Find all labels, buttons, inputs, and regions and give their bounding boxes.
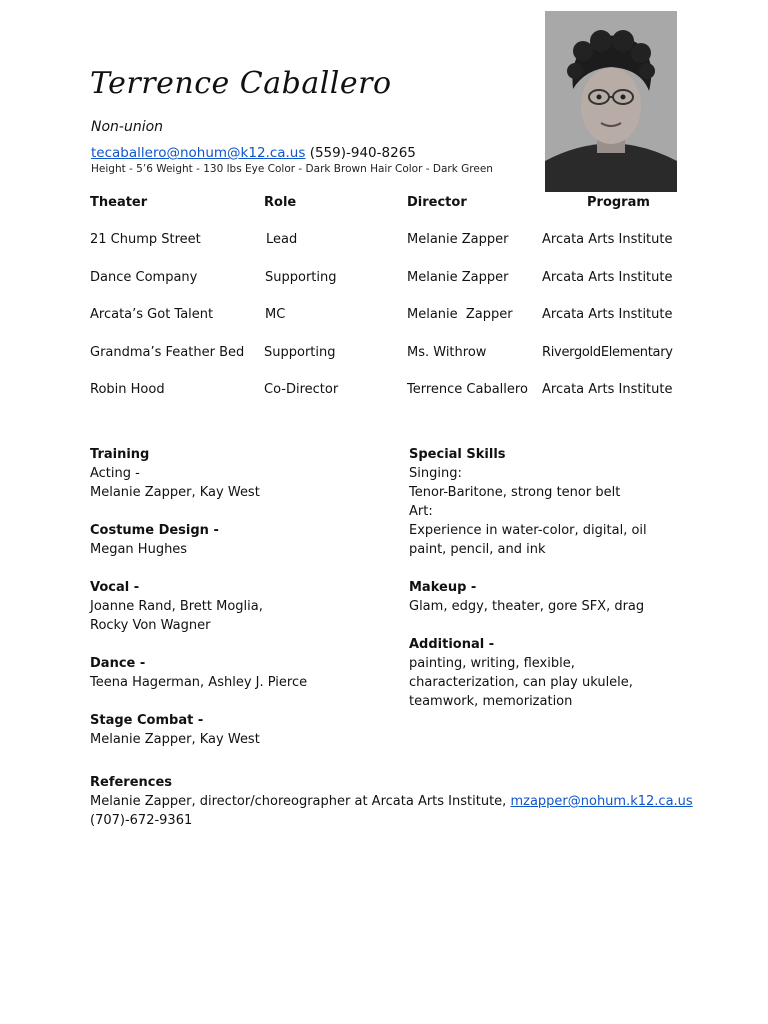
combat-label: Stage Combat - [90, 713, 204, 728]
references-section [90, 773, 693, 830]
acting-teachers: Melanie Zapper, Kay West [90, 485, 260, 500]
vocal-teachers-1: Joanne Rand, Brett Moglia, [90, 599, 263, 614]
cell-role: Co-Director [264, 382, 339, 397]
phone-number: (559)-940-8265 [309, 145, 416, 161]
dance-label: Dance - [90, 656, 146, 671]
combat-teachers: Melanie Zapper, Kay West [90, 732, 260, 747]
additional-label: Additional - [409, 637, 495, 652]
cell-theater: Arcata’s Got Talent [90, 307, 214, 322]
column-header-theater: Theater [90, 195, 148, 210]
cell-role: Lead [266, 232, 298, 247]
training-title: Training [90, 447, 150, 462]
cell-program: Arcata Arts Institute [542, 232, 673, 247]
skills-title: Special Skills [409, 447, 506, 462]
column-header-role: Role [264, 195, 297, 210]
cell-director: Melanie Zapper [407, 270, 509, 285]
actor-name: Terrence Caballero [90, 66, 392, 101]
cell-program: Arcata Arts Institute [542, 307, 673, 322]
union-status: Non-union [91, 119, 164, 135]
reference-line [90, 792, 693, 811]
singing-detail: Tenor-Baritone, strong tenor belt [409, 485, 621, 500]
headshot-photo [545, 11, 677, 192]
cell-theater: Robin Hood [90, 382, 165, 397]
cell-theater: Grandma’s Feather Bed [90, 345, 245, 360]
singing-label: Singing: [409, 466, 462, 481]
vocal-label: Vocal - [90, 580, 140, 595]
cell-program: Arcata Arts Institute [542, 382, 673, 397]
email-link[interactable]: tecaballero@nohum@k12.ca.us [91, 145, 306, 161]
additional-detail-3: teamwork, memorization [409, 694, 573, 709]
column-header-director: Director [407, 195, 467, 210]
acting-label: Acting - [90, 466, 140, 481]
reference-text: Melanie Zapper, director/choreographer at Arcata Arts Institute, [90, 794, 507, 809]
reference-email-link[interactable]: mzapper@nohum.k12.ca.us [510, 794, 693, 809]
cell-director: Terrence Caballero [407, 382, 528, 397]
costume-label: Costume Design - [90, 523, 219, 538]
cell-role: Supporting [265, 270, 337, 285]
additional-detail-1: painting, writing, flexible, [409, 656, 575, 671]
vocal-teachers-2: Rocky Von Wagner [90, 618, 211, 633]
cell-director: Ms. Withrow [407, 345, 487, 360]
cell-program: RivergoldElementary [542, 345, 673, 360]
cell-theater: Dance Company [90, 270, 198, 285]
makeup-label: Makeup - [409, 580, 477, 595]
physical-stats: Height - 5’6 Weight - 130 lbs Eye Color - Dark Brown Hair Color - Dark Green [91, 163, 493, 175]
makeup-detail: Glam, edgy, theater, gore SFX, drag [409, 599, 645, 614]
cell-director: Melanie Zapper [407, 307, 513, 322]
costume-teachers: Megan Hughes [90, 542, 188, 557]
contact-line [91, 145, 416, 161]
cell-program: Arcata Arts Institute [542, 270, 673, 285]
dance-teachers: Teena Hagerman, Ashley J. Pierce [90, 675, 308, 690]
cell-role: MC [265, 307, 286, 322]
references-title: References [90, 775, 173, 790]
art-detail-1: Experience in water-color, digital, oil [409, 523, 647, 538]
art-label: Art: [409, 504, 433, 519]
art-detail-2: paint, pencil, and ink [409, 542, 546, 557]
additional-detail-2: characterization, can play ukulele, [409, 675, 633, 690]
reference-phone: (707)-672-9361 [90, 813, 193, 828]
cell-theater: 21 Chump Street [90, 232, 201, 247]
skills-section [409, 445, 647, 711]
column-header-program: Program [587, 195, 650, 210]
cell-director: Melanie Zapper [407, 232, 509, 247]
training-section [90, 445, 307, 749]
cell-role: Supporting [264, 345, 336, 360]
